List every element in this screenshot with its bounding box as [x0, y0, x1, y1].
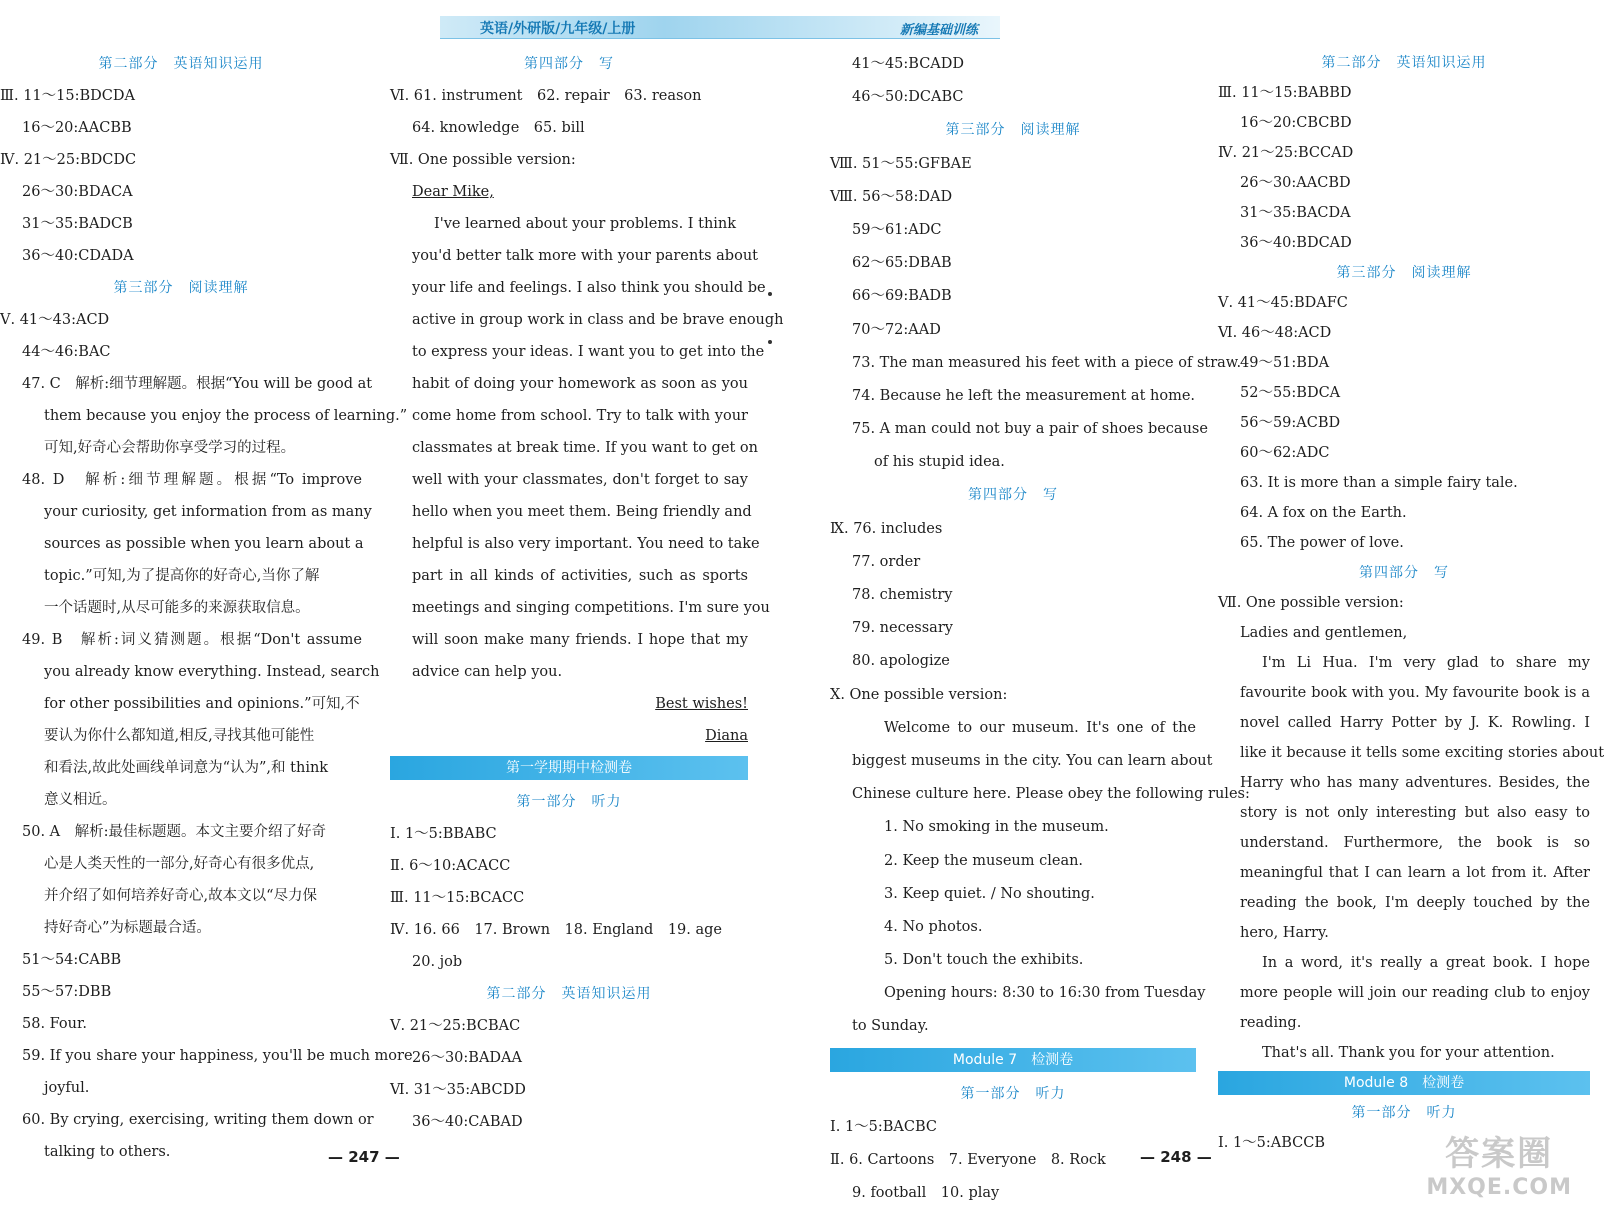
- answer-line: Ⅸ. 76. includes: [830, 520, 943, 537]
- answer-line: 51～54:CABB: [22, 952, 122, 968]
- answer-line: Ⅴ. 21～25:BCBAC: [390, 1018, 521, 1034]
- essay-line: 1. No smoking in the museum.: [884, 819, 1109, 836]
- answer-line: 77. order: [852, 553, 921, 570]
- letter-line: habit of doing your homework as soon as you: [412, 376, 748, 392]
- section-heading: 第二部分 英语知识运用: [98, 56, 264, 72]
- section-heading: 第三部分 阅读理解: [1336, 265, 1472, 281]
- answer-line: 59. If you share your happiness, you'll be much more: [22, 1048, 413, 1064]
- letter-line: you'd better talk more with your parents about: [412, 248, 758, 264]
- answer-line: 75. A man could not buy a pair of shoes because: [852, 421, 1208, 438]
- answer-line: 26～30:BDACA: [22, 184, 133, 200]
- essay-line: Harry who has many adventures. Besides, the: [1240, 775, 1590, 791]
- essay-line: 3. Keep quiet. / No shouting.: [884, 885, 1095, 902]
- answer-line: 65. The power of love.: [1240, 535, 1404, 551]
- explanation-line: you already know everything. Instead, search: [44, 664, 380, 680]
- answer-line: Ⅵ. 31～35:ABCDD: [390, 1082, 526, 1098]
- header-bar: [440, 16, 1000, 39]
- answer-line: 36～40:CDADA: [22, 248, 134, 264]
- explanation-line: 48. D 解析:细节理解题。根据“To improve: [22, 472, 362, 488]
- answer-line: 60～62:ADC: [1240, 445, 1330, 461]
- letter-line: active in group work in class and be brave enough: [412, 312, 784, 328]
- section-heading: 第一部分 听力: [960, 1085, 1066, 1102]
- answer-line: 55～57:DBB: [22, 984, 112, 1000]
- answer-line: 16～20:AACBB: [22, 120, 132, 136]
- answer-line: 73. The man measured his feet with a piece of straw.: [852, 354, 1242, 371]
- explanation-line: for other possibilities and opinions.”可知,不: [44, 696, 360, 712]
- letter-line: come home from school. Try to talk with your: [412, 408, 748, 424]
- explanation-line: your curiosity, get information from as many: [44, 504, 372, 520]
- answer-line: 31～35:BADCB: [22, 216, 133, 232]
- answer-line: 26～30:BADAA: [412, 1050, 522, 1066]
- letter-line: well with your classmates, don't forget to say: [412, 472, 748, 488]
- explanation-line: 可知,好奇心会帮助你享受学习的过程。: [44, 440, 296, 456]
- page-number-left: — 247 —: [328, 1148, 400, 1166]
- letter-line: classmates at break time. If you want to get on: [412, 440, 759, 456]
- letter-line: meetings and singing competitions. I'm sure you: [412, 600, 770, 616]
- essay-line: Chinese culture here. Please obey the following rules:: [852, 786, 1250, 803]
- answer-line: Ⅰ. 1～5:BBABC: [390, 826, 497, 842]
- answer-line: 26～30:AACBD: [1240, 175, 1351, 191]
- letter-line: advice can help you.: [412, 664, 563, 680]
- answer-line: Ⅲ. 11～15:BDCDA: [0, 88, 135, 104]
- answer-line: Ⅱ. 6～10:ACACC: [390, 858, 511, 874]
- header-brand: 新编基础训练: [899, 23, 978, 38]
- answer-line: 44～46:BAC: [22, 344, 111, 360]
- letter-line: I've learned about your problems. I think: [434, 216, 737, 232]
- answer-line: 78. chemistry: [852, 587, 953, 603]
- section-heading: 第二部分 英语知识运用: [1321, 55, 1487, 71]
- letter-line: helpful is also very important. You need to take: [412, 536, 760, 552]
- essay-line: novel called Harry Potter by J. K. Rowling. I: [1240, 715, 1590, 731]
- answer-line: 46～50:DCABC: [852, 89, 964, 106]
- essay-line: Welcome to our museum. It's one of the: [884, 719, 1196, 736]
- letter-salutation: Dear Mike,: [412, 184, 494, 200]
- answer-line: Ⅲ. 11～15:BCACC: [390, 890, 525, 906]
- essay-line: 5. Don't touch the exhibits.: [884, 952, 1084, 969]
- essay-line: like it because it tells some exciting stories about: [1240, 745, 1604, 761]
- answer-line: Ⅰ. 1～5:BACBC: [830, 1118, 938, 1135]
- explanation-line: 一个话题时,从尽可能多的来源获取信息。: [44, 600, 310, 616]
- exam-banner: 第一学期期中检测卷: [390, 756, 748, 780]
- answer-line: Ⅱ. 6. Cartoons 7. Everyone 8. Rock: [830, 1152, 1106, 1168]
- explanation-line: 意义相近。: [44, 792, 117, 808]
- watermark-text: 答案圈: [1445, 1134, 1554, 1174]
- answer-line: talking to others.: [44, 1144, 171, 1160]
- answer-line: 9. football 10. play: [852, 1185, 1000, 1202]
- answer-line: Ⅴ. 41～45:BDAFC: [1218, 295, 1348, 311]
- answer-line: 52～55:BDCA: [1240, 385, 1341, 401]
- answer-line: Ⅵ. 46～48:ACD: [1218, 325, 1332, 341]
- column-2: [390, 48, 784, 1138]
- essay-line: to Sunday.: [852, 1018, 929, 1035]
- essay-line: biggest museums in the city. You can learn about: [852, 752, 1213, 769]
- answer-line: Ⅹ. One possible version:: [830, 686, 1008, 703]
- essay-line: I'm Li Hua. I'm very glad to share my: [1262, 655, 1590, 671]
- explanation-line: topic.”可知,为了提高你的好奇心,当你了解: [44, 568, 320, 584]
- essay-line: reading the book, I'm deeply touched by the: [1240, 895, 1590, 911]
- essay-line: Opening hours: 8:30 to 16:30 from Tuesday: [884, 985, 1206, 1002]
- binding-dot: [768, 340, 772, 344]
- answer-line: 62～65:DBAB: [852, 255, 952, 272]
- essay-line: meaningful that I can learn a lot from it. After: [1240, 865, 1590, 881]
- watermark-logo: [1426, 1126, 1572, 1200]
- answer-line: 36～40:CABAD: [412, 1114, 523, 1130]
- essay-line: understand. Furthermore, the book is so: [1240, 835, 1590, 851]
- answer-line: 49～51:BDA: [1240, 355, 1330, 371]
- essay-line: Ladies and gentlemen,: [1240, 625, 1408, 641]
- answer-line: 36～40:BDCAD: [1240, 235, 1352, 251]
- answer-line: 60. By crying, exercising, writing them down or: [22, 1112, 374, 1128]
- section-heading: 第一部分 听力: [1351, 1105, 1457, 1121]
- essay-line: favourite book with you. My favourite book is a: [1240, 685, 1590, 701]
- section-heading: 第三部分 阅读理解: [113, 280, 249, 296]
- answer-line: 80. apologize: [852, 653, 950, 670]
- letter-line: your life and feelings. I also think you should be: [412, 280, 766, 296]
- answer-line: Ⅶ. One possible version:: [1218, 595, 1404, 611]
- answer-line: Ⅲ. 11～15:BABBD: [1218, 85, 1352, 101]
- binding-dot: [768, 292, 772, 296]
- answer-line: 31～35:BACDA: [1240, 205, 1351, 221]
- section-heading: 第三部分 阅读理解: [945, 122, 1081, 139]
- answer-line: 66～69:BADB: [852, 288, 952, 305]
- letter-closing: Best wishes!: [655, 696, 748, 712]
- essay-line: story is not only interesting but also easy to: [1240, 805, 1590, 821]
- letter-line: will soon make many friends. I hope that my: [412, 632, 748, 648]
- explanation-line: 和看法,故此处画线单词意为“认为”,和 think: [44, 760, 329, 776]
- exam-banner: Module 7 检测卷: [830, 1048, 1196, 1072]
- answer-line: 41～45:BCADD: [852, 56, 965, 72]
- answer-line: 20. job: [412, 954, 463, 970]
- section-heading: 第四部分 写: [1359, 565, 1449, 581]
- explanation-line: them because you enjoy the process of learning.”: [44, 408, 408, 424]
- letter-line: hello when you meet them. Being friendly and: [412, 504, 752, 520]
- answer-line: of his stupid idea.: [874, 454, 1005, 471]
- essay-line: hero, Harry.: [1240, 925, 1329, 941]
- essay-line: 4. No photos.: [884, 918, 983, 935]
- answer-line: Ⅷ. 56～58:DAD: [830, 188, 953, 205]
- section-heading: 第二部分 英语知识运用: [486, 986, 652, 1002]
- essay-line: In a word, it's really a great book. I hope: [1262, 955, 1590, 971]
- explanation-line: 并介绍了如何培养好奇心,故本文以“尽力保: [44, 888, 318, 904]
- letter-line: part in all kinds of activities, such as sports: [412, 568, 748, 584]
- watermark-url: MXQE.COM: [1426, 1175, 1572, 1200]
- page-number-right: — 248 —: [1140, 1148, 1212, 1166]
- explanation-line: 49. B 解析:词义猜测题。根据“Don't assume: [22, 632, 362, 648]
- section-heading: 第四部分 写: [524, 56, 614, 72]
- answer-line: Ⅷ. 51～55:GFBAE: [830, 155, 972, 172]
- answer-line: 79. necessary: [852, 620, 953, 637]
- explanation-line: 47. C 解析:细节理解题。根据“You will be good at: [22, 376, 373, 392]
- essay-line: 2. Keep the museum clean.: [884, 852, 1084, 869]
- section-heading: 第一部分 听力: [516, 794, 622, 810]
- answer-line: 63. It is more than a simple fairy tale.: [1240, 475, 1518, 491]
- essay-line: That's all. Thank you for your attention.: [1262, 1045, 1555, 1061]
- explanation-line: 心是人类天性的一部分,好奇心有很多优点,: [44, 856, 315, 872]
- answer-line: 64. A fox on the Earth.: [1240, 505, 1407, 521]
- answer-line: 74. Because he left the measurement at home.: [852, 387, 1196, 404]
- answer-line: 16～20:CBCBD: [1240, 115, 1352, 131]
- answer-line: 64. knowledge 65. bill: [412, 120, 585, 136]
- explanation-line: 要认为你什么都知道,相反,寻找其他可能性: [44, 728, 315, 744]
- essay-line: more people will join our reading club to enjoy: [1240, 985, 1590, 1001]
- answer-line: Ⅰ. 1～5:ABCCB: [1218, 1135, 1326, 1151]
- answer-line: 58. Four.: [22, 1016, 87, 1032]
- answer-line: joyful.: [44, 1080, 90, 1096]
- exam-banner: Module 8 检测卷: [1218, 1071, 1590, 1095]
- answer-line: 70～72:AAD: [852, 321, 941, 338]
- essay-line: reading.: [1240, 1015, 1302, 1031]
- section-heading: 第四部分 写: [968, 487, 1058, 504]
- answer-line: 59～61:ADC: [852, 221, 942, 238]
- answer-line: Ⅵ. 61. instrument 62. repair 63. reason: [390, 88, 702, 104]
- answer-line: Ⅳ. 21～25:BCCAD: [1218, 145, 1354, 161]
- answer-line: Ⅴ. 41～43:ACD: [0, 312, 110, 328]
- letter-signature: Diana: [705, 728, 748, 744]
- column-3: [830, 48, 1250, 1210]
- answer-line: Ⅳ. 16. 66 17. Brown 18. England 19. age: [390, 922, 723, 938]
- answer-line: 56～59:ACBD: [1240, 415, 1341, 431]
- answer-line: Ⅳ. 21～25:BDCDC: [0, 152, 137, 168]
- letter-line: to express your ideas. I want you to get into the: [412, 344, 765, 360]
- column-4: [1218, 48, 1604, 1158]
- explanation-line: 持好奇心”为标题最合适。: [44, 920, 211, 936]
- header-title: 英语/外研版/九年级/上册: [480, 21, 636, 37]
- explanation-line: 50. A 解析:最佳标题题。本文主要介绍了好奇: [22, 824, 327, 840]
- explanation-line: sources as possible when you learn about a: [44, 536, 364, 552]
- answer-line: Ⅶ. One possible version:: [390, 152, 576, 168]
